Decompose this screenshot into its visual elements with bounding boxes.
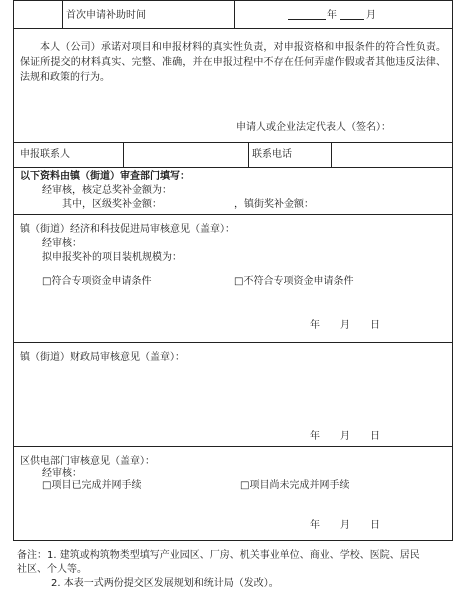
phone-label: 联系电话: [252, 149, 292, 160]
town-amount-label: ，镇街奖补金额：: [234, 199, 314, 210]
district-amount-label: 其中，区级奖补金额：: [62, 199, 162, 210]
column-divider: [123, 143, 124, 167]
project-scale-label: 拟申报奖补的项目装机规模为：: [42, 252, 182, 263]
commitment-statement: 本人（公司）承诺对项目和申报材料的真实性负责，对申报资格和申报条件的符合性负责。保证所提交的材料真实、完整、准确，并在申报过程中不存在任何弄虚作假或者其他违反法律、法规和政策的行为。: [20, 42, 446, 83]
economic-bureau-row: [14, 214, 452, 342]
note-line-3: 2. 本表一式两份提交区发展规划和统计局（发改）。: [51, 578, 279, 589]
contact-person-label: 申报联系人: [20, 149, 70, 160]
note-line-1: 备注：1. 建筑或构筑物类型填写产业园区、厂房、机关事业单位、商业、学校、医院、居民: [17, 550, 420, 561]
grid-done-checkbox[interactable]: □项目已完成并网手续: [42, 480, 142, 491]
total-amount-label: 经审核，核定总奖补金额为：: [42, 185, 172, 196]
signature-label: 申请人或企业法定代表人（签名）：: [236, 122, 391, 133]
finance-bureau-title: 镇（街道）财政局审核意见（盖章）：: [20, 352, 185, 363]
application-time-label: 首次申请补助时间: [66, 10, 146, 21]
power-dept-row: [14, 446, 452, 541]
town-review-row: [14, 167, 452, 214]
power-reviewed-label: 经审核：: [42, 468, 82, 479]
commitment-row: [14, 28, 452, 142]
power-dept-title: 区供电部门审核意见（盖章）：: [20, 456, 155, 467]
month-unit: 月: [366, 10, 376, 21]
finance-bureau-date: 年 月 日: [310, 431, 380, 442]
eligible-checkbox[interactable]: □符合专项资金申请条件: [42, 276, 152, 287]
finance-bureau-row: [14, 342, 452, 446]
month-blank[interactable]: [340, 9, 364, 20]
power-dept-date: 年 月 日: [310, 520, 380, 531]
application-time-row: [14, 0, 452, 28]
column-divider: [62, 1, 63, 28]
not-eligible-checkbox[interactable]: □不符合专项资金申请条件: [234, 276, 354, 287]
note-line-2: 社区、个人等。: [17, 564, 87, 575]
application-form: [13, 0, 453, 541]
notes: [17, 549, 457, 591]
economic-bureau-title: 镇（街道）经济和科技促进局审核意见（盖章）：: [20, 224, 235, 235]
town-review-heading: 以下资料由镇（街道）审查部门填写：: [20, 171, 190, 182]
column-divider: [331, 143, 332, 167]
column-divider: [234, 1, 235, 28]
column-divider: [248, 143, 249, 167]
year-blank[interactable]: [288, 9, 326, 20]
contact-row: [14, 142, 452, 167]
economic-bureau-date: 年 月 日: [310, 320, 380, 331]
year-unit: 年: [327, 10, 337, 21]
economic-reviewed-label: 经审核：: [42, 238, 82, 249]
grid-not-done-checkbox[interactable]: □项目尚未完成并网手续: [240, 480, 350, 491]
